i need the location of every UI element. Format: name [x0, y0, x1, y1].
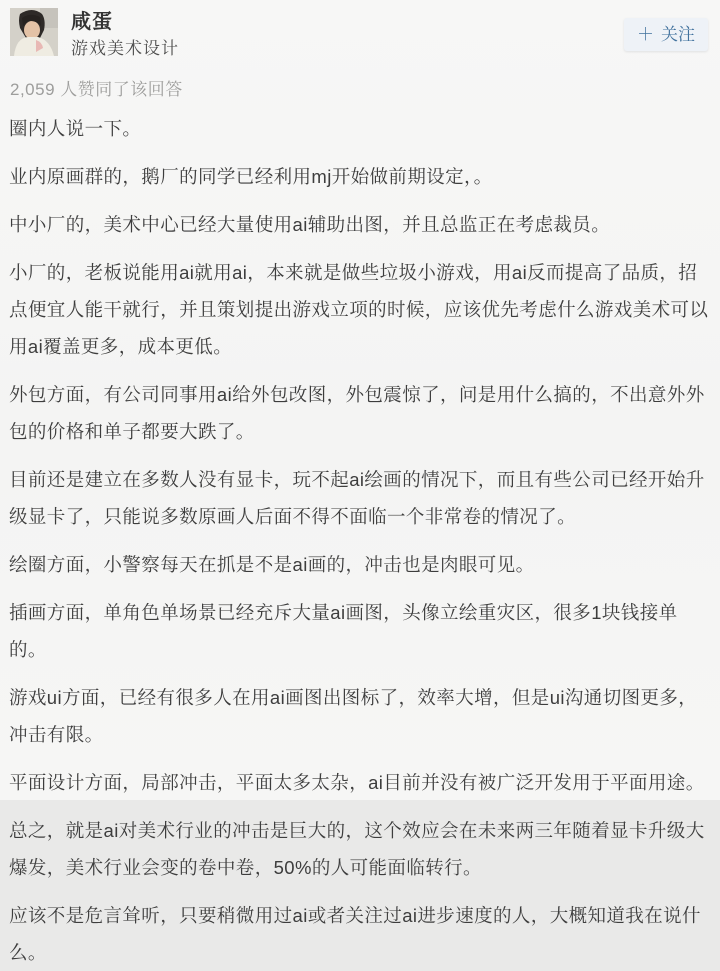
avatar[interactable]	[10, 8, 58, 56]
answer-paragraph: 绘圈方面，小警察每天在抓是不是ai画的，冲击也是肉眼可见。	[9, 554, 535, 575]
plus-icon: ＋	[637, 25, 654, 44]
answer-paragraph: 应该不是危言耸听，只要稍微用过ai或者关注过ai进步速度的人，大概知道我在说什么。	[9, 905, 701, 963]
answer-paragraph: 中小厂的，美术中心已经大量使用ai辅助出图，并且总监正在考虑裁员。	[9, 214, 611, 235]
answer-paragraph: 外包方面，有公司同事用ai给外包改图，外包震惊了，问是用什么搞的，不出意外外包的价格和单子都要大跌了。	[9, 384, 705, 442]
answer-body	[0, 100, 720, 971]
follow-button[interactable]	[624, 18, 708, 51]
answer-paragraph: 平面设计方面，局部冲击，平面太多太杂，ai目前并没有被广泛开发用于平面用途。	[9, 772, 705, 793]
answer-paragraph: 插画方面，单角色单场景已经充斥大量ai画图，头像立绘重灾区，很多1块钱接单的。	[9, 602, 678, 660]
answer-header	[0, 0, 720, 61]
avatar-image	[10, 8, 58, 56]
author-bio: 游戏美术设计	[71, 39, 179, 58]
answer-paragraph: 业内原画群的，鹅厂的同学已经利用mj开始做前期设定，。	[9, 166, 493, 187]
answer-paragraph: 游戏ui方面，已经有很多人在用ai画图出图标了，效率大增，但是ui沟通切图更多，冲击有限。	[9, 687, 698, 745]
answer-paragraph: 总之，就是ai对美术行业的冲击是巨大的，这个效应会在未来两三年随着显卡升级大爆发，美术行业会变的卷中卷，50%的人可能面临转行。	[9, 820, 705, 878]
answer-paragraph: 圈内人说一下。	[9, 118, 142, 139]
follow-label: 关注	[661, 25, 695, 44]
answer-paragraph: 目前还是建立在多数人没有显卡，玩不起ai绘画的情况下，而且有些公司已经开始升级显卡了，只能说多数原画人后面不得不面临一个非常卷的情况了。	[9, 469, 705, 527]
upvote-count: 2,059 人赞同了该回答	[10, 80, 183, 99]
author-name[interactable]: 咸蛋	[71, 11, 113, 33]
answer-paragraph: 小厂的，老板说能用ai就用ai，本来就是做些垃圾小游戏，用ai反而提高了品质，招点便宜人能干就行，并且策划提出游戏立项的时候，应该优先考虑什么游戏美术可以用ai覆盖更多，成本更低。	[9, 262, 709, 357]
author-block	[71, 8, 624, 61]
